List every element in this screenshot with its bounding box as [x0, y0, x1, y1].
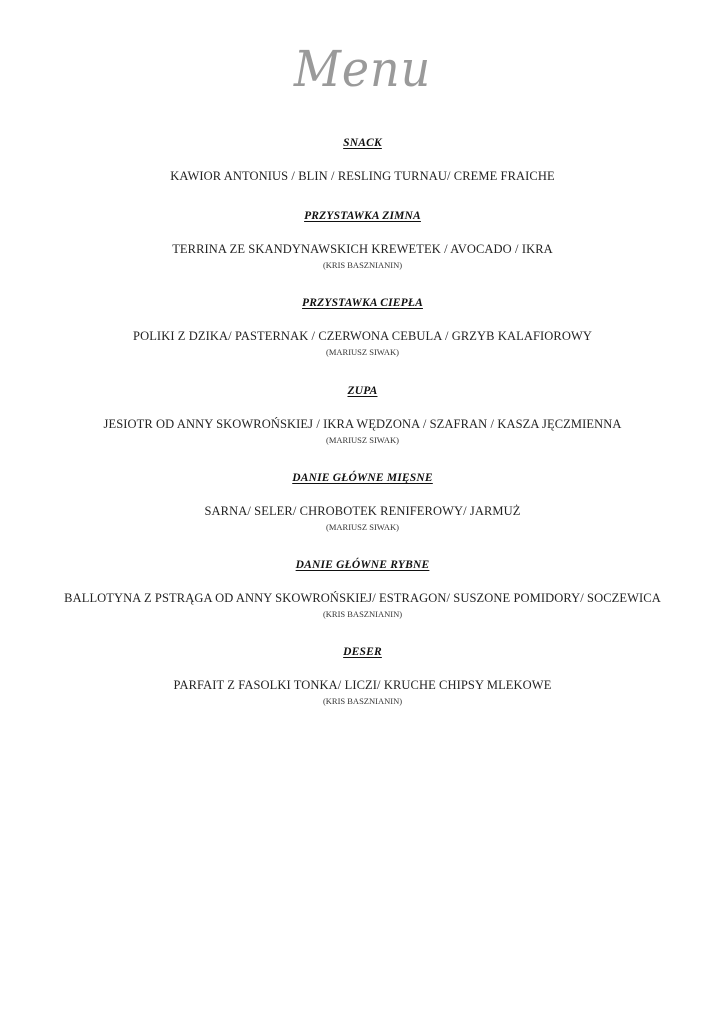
chef-name: (MARIUSZ SIWAK) [326, 347, 399, 357]
menu-section-dessert [0, 646, 725, 706]
chef-name: (KRIS BASZNIANIN) [322, 609, 403, 619]
dish-description: POLIKI Z DZIKA/ PASTERNAK / CZERWONA CEBULA / GRZYB KALAFIOROWY [133, 329, 592, 343]
menu-section-snack [0, 137, 725, 184]
menu-section-main-meat [0, 472, 725, 532]
section-heading: DANIE GŁÓWNE RYBNE [295, 559, 430, 571]
section-heading: DESER [343, 646, 382, 658]
chef-name: (KRIS BASZNIANIN) [322, 260, 403, 270]
chef-name: (MARIUSZ SIWAK) [326, 522, 399, 532]
section-heading: ZUPA [347, 385, 378, 397]
menu-section-cold-starter [0, 210, 725, 270]
section-heading: DANIE GŁÓWNE MIĘSNE [292, 472, 433, 484]
dish-description: PARFAIT Z FASOLKI TONKA/ LICZI/ KRUCHE CHIPSY MLEKOWE [173, 678, 552, 692]
menu-title: Menu [293, 40, 432, 98]
section-heading: PRZYSTAWKA CIEPŁA [302, 297, 423, 309]
menu-section-main-fish [0, 559, 725, 619]
dish-description: KAWIOR ANTONIUS / BLIN / RESLING TURNAU/ CREME FRAICHE [170, 169, 555, 183]
menu-section-warm-starter [0, 297, 725, 357]
section-heading: SNACK [343, 137, 382, 149]
menu-section-soup [0, 385, 725, 445]
chef-name: (KRIS BASZNIANIN) [322, 696, 403, 706]
dish-description: TERRINA ZE SKANDYNAWSKICH KREWETEK / AVOCADO / IKRA [172, 242, 553, 256]
dish-description: BALLOTYNA Z PSTRĄGA OD ANNY SKOWROŃSKIEJ/ ESTRAGON/ SUSZONE POMIDORY/ SOCZEWICA [64, 591, 661, 605]
section-heading: PRZYSTAWKA ZIMNA [304, 210, 421, 222]
chef-name: (MARIUSZ SIWAK) [326, 435, 399, 445]
dish-description: SARNA/ SELER/ CHROBOTEK RENIFEROWY/ JARMUŻ [204, 504, 521, 518]
dish-description: JESIOTR OD ANNY SKOWROŃSKIEJ / IKRA WĘDZONA / SZAFRAN / KASZA JĘCZMIENNA [103, 417, 622, 431]
